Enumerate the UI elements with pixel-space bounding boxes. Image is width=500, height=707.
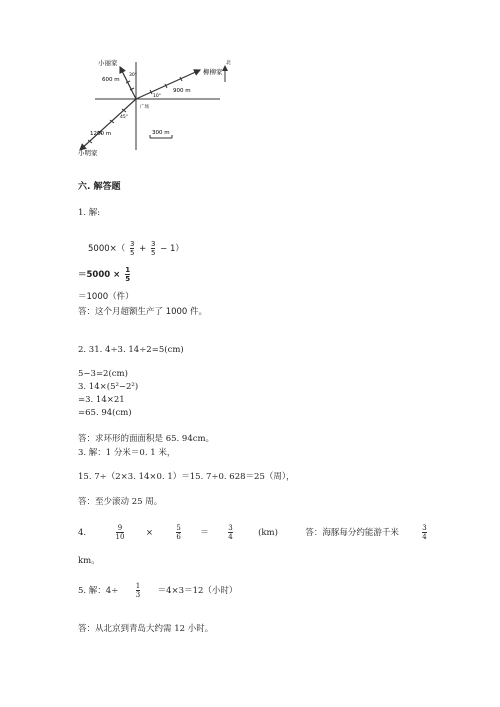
q4-answer-suffix: km。 <box>78 556 100 566</box>
distance-900: 900 m <box>173 88 191 94</box>
q2-answer: 答：求环形的面面积是 65. 94cm。 <box>78 434 215 444</box>
fraction: $\frac{9}{10}$ <box>115 524 125 541</box>
fraction: $\frac{3}{5}$ <box>150 240 156 257</box>
fraction: $\frac{1}{5}$ <box>125 266 131 283</box>
q2-line5: =65. 94(cm) <box>78 408 132 418</box>
angle-10: 10° <box>153 94 161 99</box>
angle-30: 30° <box>129 73 137 78</box>
q5-line: 5. 解：4÷ $\frac{1}{3}$ ＝4×3＝12（小时） <box>78 582 238 599</box>
q1-step2: ＝5000 × $\frac{1}{5}$ <box>78 266 131 283</box>
q4-line: 4. $\frac{9}{10}$ × $\frac{5}{6}$ ＝ $\frac{3}{4}$ (km) 答：海豚每分约能游千米 $\frac{3}{4}$ <box>78 524 427 541</box>
q2-line1: 2. 31. 4÷3. 14÷2=5(cm) <box>78 345 184 355</box>
fraction: $\frac{5}{6}$ <box>176 524 181 541</box>
angle-45: 45° <box>120 115 128 120</box>
q3-answer: 答：至少滚动 25 周。 <box>78 497 163 507</box>
fraction: $\frac{3}{5}$ <box>129 240 135 257</box>
route-to-liuliu <box>136 70 200 99</box>
distance-600: 600 m <box>102 77 120 83</box>
xiaoming-home-label: 小明家 <box>78 149 98 157</box>
fraction: $\frac{3}{4}$ <box>228 524 233 541</box>
q1-step3: ＝1000（件） <box>78 292 134 302</box>
q1-label: 1. 解: <box>78 208 101 218</box>
q5-answer: 答：从北京到青岛大约需 12 小时。 <box>78 624 214 634</box>
q2-line4: =3. 14×21 <box>78 395 125 405</box>
fraction: $\frac{1}{3}$ <box>135 582 141 599</box>
fraction: $\frac{3}{4}$ <box>422 524 427 541</box>
q2-line3: 3. 14×(5²−2²) <box>78 382 139 392</box>
liuliu-home-label: 柳柳家 <box>203 68 223 76</box>
direction-diagram <box>70 50 250 160</box>
north-label: 北 <box>226 60 232 66</box>
q1-answer: 答：这个月超额生产了 1000 件。 <box>78 307 208 317</box>
scale-label: 300 m <box>152 130 170 136</box>
xiaoli-home-label: 小丽家 <box>98 59 118 67</box>
route-to-xiaoming <box>80 99 136 150</box>
section-title: 六. 解答题 <box>78 182 121 192</box>
q2-line2: 5−3=2(cm) <box>78 369 128 379</box>
square-label: 广场 <box>140 105 149 110</box>
distance-1200: 1200 m <box>90 131 112 137</box>
q1-expression: 5000×（ $\frac{3}{5}$ + $\frac{3}{5}$ − 1） <box>88 240 184 257</box>
q3-line2: 15. 7÷（2×3. 14×0. 1）＝15. 7÷0. 628＝25（周）， <box>78 472 295 482</box>
q3-line1: 3. 解：1 分米＝0. 1 米， <box>78 448 176 458</box>
route-to-xiaoli <box>120 67 136 99</box>
